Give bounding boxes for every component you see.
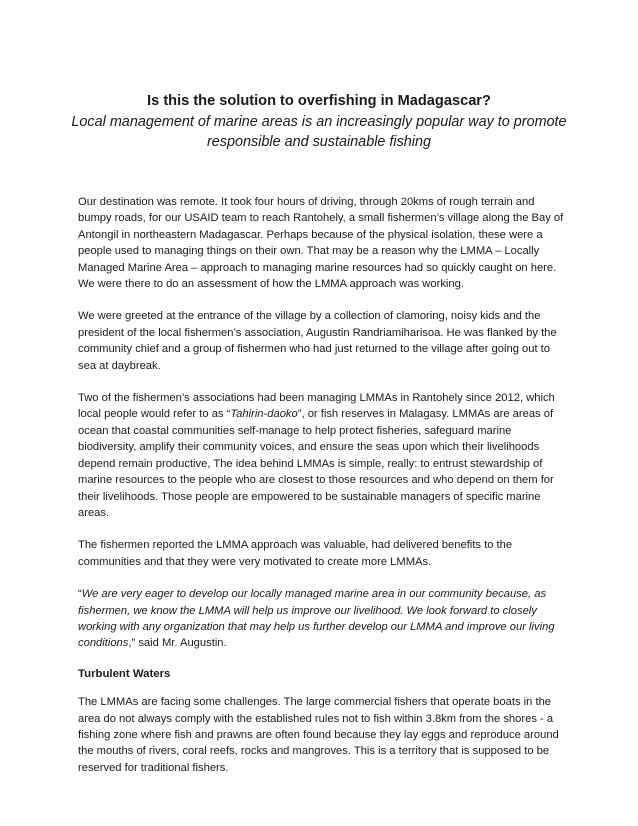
article-body [78,194,570,792]
section-heading: Turbulent Waters [78,667,171,680]
paragraph [78,390,570,521]
article-title: Is this the solution to overfishing in Madagascar? [147,93,491,109]
quote-attribution: ,” said Mr. Augustin. [128,637,227,650]
paragraph: The LMMAs are facing some challenges. The large commercial fishers that operate boats in the area do not always comply with the established rules not to fish within 3.8km from the shores - a fishing zone where fish and prawns are often found because they lay eggs and reproduce around the mouths of rivers, coral reefs, rocks and mangroves. This is a territory that is supposed to be reserved for traditional fishers. [78,696,559,774]
paragraph: We were greeted at the entrance of the village by a collection of clamoring, noisy kids and the president of the local fishermen’s association, Augustin Randriamiharisoa. He was flanked by the community chief and a group of fishermen who had just returned to the village after going out to sea at daybreak. [78,310,557,372]
paragraph: Our destination was remote. It took four hours of driving, through 20kms of rough terrain and bumpy roads, for our USAID team to reach Rantohely, a small fishermen’s village along the Bay of Antongil in northeastern Madagascar. Perhaps because of the physical isolation, these were a people used to managing things on their own. That may be a reason why the LMMA – Locally Managed Marine Area – approach to managing marine resources had so quickly caught on here. We were there to do an assessment of how the LMMA approach was working. [78,196,564,291]
paragraph-text: ”, or fish reserves in Malagasy. LMMAs are areas of ocean that coastal communities self-manage to help protect fisheries, safeguard marine biodiversity, amplify their community voices, and ensure the seas upon which their livelihoods depend remain productive, The idea behind LMMAs is simple, really: to entrust stewardship of marine resources to the people who are closest to those resources and who depend on them for their livelihoods. Those people are empowered to be sustainable managers of specific marine areas. [78,408,554,519]
quote-text: We are very eager to develop our locally managed marine area in our community because, as fishermen, we know the LMMA will help us improve our livelihood. We look forward to closely working with any organization that may help us further develop our LMMA and improve our living conditions [78,588,555,650]
paragraph-text: Two of the fishermen’s associations had been managing LMMAs in Rantohely since 2012, which local people would refer to as “ [78,392,555,421]
article-subtitle: Local management of marine areas is an increasingly popular way to promote responsible and sustainable fishing [71,114,567,150]
quote-open-mark: “ [78,588,82,601]
paragraph: The fishermen reported the LMMA approach was valuable, had delivered benefits to the communities and that they were very motivated to create more LMMAs. [78,539,513,568]
quote-paragraph [78,586,570,652]
malagasy-term: Tahirin-daoko [230,408,298,421]
